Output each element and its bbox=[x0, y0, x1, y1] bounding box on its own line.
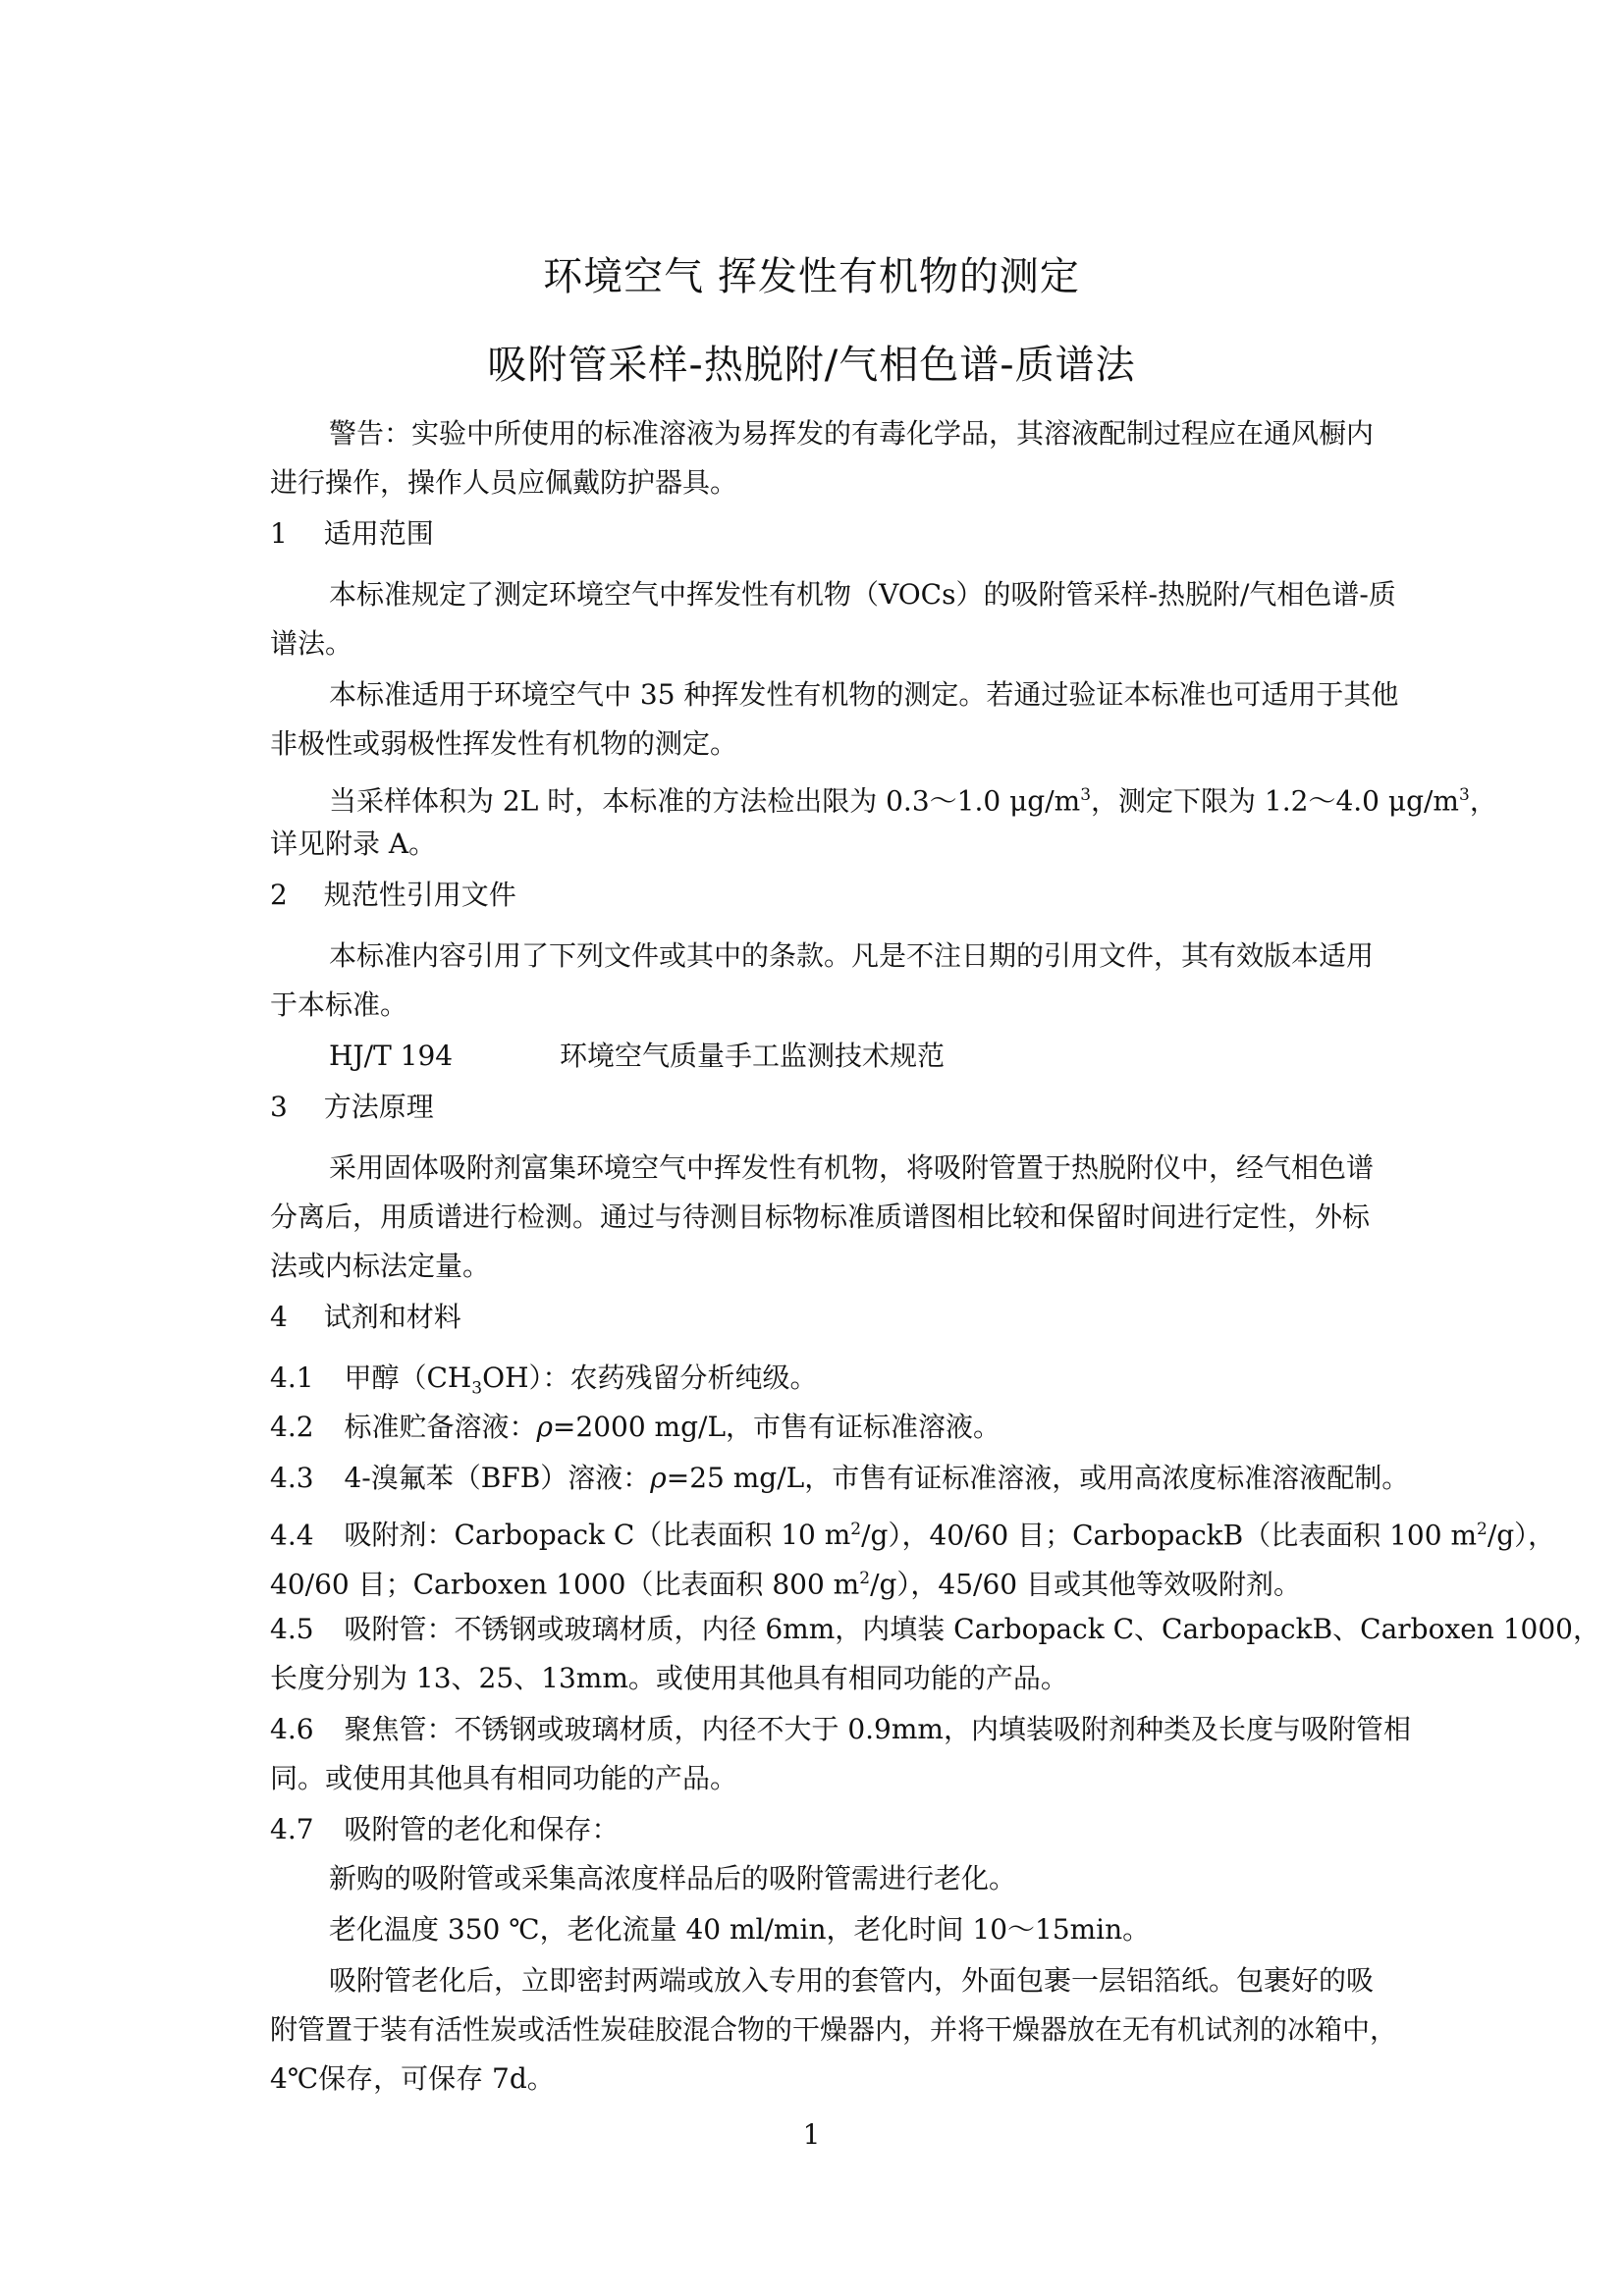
title-line-1: 环境空气 挥发性有机物的测定 bbox=[543, 254, 1080, 299]
section-4-title: 试剂和材料 bbox=[323, 1301, 461, 1333]
section-4-number: 4 bbox=[270, 1301, 288, 1333]
item-text: /g）， bbox=[1487, 1519, 1556, 1552]
warning-line-2: 进行操作，操作人员应佩戴防护器具。 bbox=[270, 466, 738, 499]
reference-code: HJ/T 194 bbox=[329, 1040, 454, 1072]
item-4-7-paragraph-1: 新购的吸附管或采集高浓度样品后的吸附管需进行老化。 bbox=[329, 1862, 1017, 1895]
item-number: 4.2 bbox=[270, 1411, 314, 1443]
section-1-p3-line-2: 详见附录 A。 bbox=[270, 828, 437, 860]
item-text: /g），45/60 目或其他等效吸附剂。 bbox=[870, 1568, 1302, 1601]
section-3-title: 方法原理 bbox=[323, 1091, 434, 1123]
section-1-p1-line-1: 本标准规定了测定环境空气中挥发性有机物（VOCs）的吸附管采样-热脱附/气相色谱-质 bbox=[329, 578, 1396, 611]
section-3-p1-line-2: 分离后，用质谱进行检测。通过与待测目标物标准质谱图相比较和保留时间进行定性，外标 bbox=[270, 1201, 1371, 1233]
item-4-4-line-2 bbox=[270, 1561, 1301, 1602]
item-4-4-line-1 bbox=[270, 1512, 1555, 1553]
section-4-heading bbox=[270, 1300, 461, 1335]
superscript-3: 3 bbox=[1458, 785, 1470, 805]
item-text: 聚焦管：不锈钢或玻璃材质，内径不大于 0.9mm，内填装吸附剂种类及长度与吸附管相 bbox=[344, 1713, 1411, 1745]
item-4-7-line-1 bbox=[270, 1812, 619, 1847]
item-text: OH）：农药残留分析纯级。 bbox=[482, 1362, 818, 1394]
section-3-p1-line-1: 采用固体吸附剂富集环境空气中挥发性有机物，将吸附管置于热脱附仪中，经气相色谱 bbox=[329, 1151, 1375, 1184]
item-text: 吸附剂：Carbopack C（比表面积 10 m bbox=[344, 1519, 851, 1552]
section-2-p1-line-2: 于本标准。 bbox=[270, 988, 408, 1021]
section-1-p1-line-2: 谱法。 bbox=[270, 627, 353, 660]
item-text: =2000 mg/L，市售有证标准溶液。 bbox=[552, 1411, 1001, 1443]
item-4-1 bbox=[270, 1361, 817, 1407]
detection-limit-text: 当采样体积为 2L 时，本标准的方法检出限为 0.3～1.0 μg/m bbox=[329, 784, 1081, 818]
reference-title: 环境空气质量手工监测技术规范 bbox=[560, 1040, 946, 1072]
section-1-p2-line-1: 本标准适用于环境空气中 35 种挥发性有机物的测定。若通过验证本标准也可适用于其他 bbox=[329, 678, 1399, 711]
section-3-number: 3 bbox=[270, 1091, 288, 1123]
section-1-p2-line-2: 非极性或弱极性挥发性有机物的测定。 bbox=[270, 727, 738, 760]
item-text: 标准贮备溶液： bbox=[344, 1411, 537, 1443]
item-text: 吸附管：不锈钢或玻璃材质，内径 6mm，内填装 Carbopack C、CarbopackB、Carboxen 1000， bbox=[344, 1613, 1600, 1645]
item-4-5-line-2: 长度分别为 13、25、13mm。或使用其他具有相同功能的产品。 bbox=[270, 1662, 1068, 1694]
section-1-heading bbox=[270, 516, 434, 552]
item-4-7-paragraph-3-line-1: 吸附管老化后，立即密封两端或放入专用的套管内，外面包裹一层铝箔纸。包裹好的吸 bbox=[329, 1964, 1375, 1997]
quantitation-limit-text: ，测定下限为 1.2～4.0 μg/m bbox=[1091, 784, 1459, 818]
item-text: 吸附管的老化和保存： bbox=[344, 1813, 620, 1845]
item-number: 4.1 bbox=[270, 1362, 314, 1394]
item-text: 甲醇（CH bbox=[344, 1362, 472, 1394]
title-line-2: 吸附管采样-热脱附/气相色谱-质谱法 bbox=[487, 343, 1136, 388]
item-text: 4-溴氟苯（BFB）溶液： bbox=[344, 1462, 651, 1494]
section-2-title: 规范性引用文件 bbox=[323, 879, 516, 911]
section-1-p3-line-1 bbox=[329, 777, 1497, 819]
item-text: /g），40/60 目；CarbopackB（比表面积 100 m bbox=[861, 1519, 1477, 1552]
superscript-3: 3 bbox=[1080, 785, 1092, 805]
warning-line-1: 警告：实验中所使用的标准溶液为易挥发的有毒化学品，其溶液配制过程应在通风橱内 bbox=[329, 417, 1375, 450]
superscript-2: 2 bbox=[850, 1520, 862, 1539]
item-number: 4.4 bbox=[270, 1519, 314, 1552]
superscript-2: 2 bbox=[859, 1569, 871, 1588]
section-1-title: 适用范围 bbox=[323, 517, 434, 550]
section-2-p1-line-1: 本标准内容引用了下列文件或其中的条款。凡是不注日期的引用文件，其有效版本适用 bbox=[329, 939, 1375, 972]
item-text: 40/60 目；Carboxen 1000（比表面积 800 m bbox=[270, 1568, 860, 1601]
section-2-number: 2 bbox=[270, 879, 288, 911]
item-4-3 bbox=[270, 1461, 1409, 1496]
rho-symbol: ρ bbox=[536, 1411, 553, 1443]
section-2-heading bbox=[270, 878, 516, 913]
section-3-p1-line-3: 法或内标法定量。 bbox=[270, 1250, 491, 1282]
section-1-number: 1 bbox=[270, 517, 288, 550]
superscript-2: 2 bbox=[1477, 1520, 1488, 1539]
subscript-3: 3 bbox=[471, 1378, 483, 1399]
rho-symbol: ρ bbox=[650, 1462, 667, 1494]
section-3-heading bbox=[270, 1090, 434, 1125]
item-4-7-paragraph-2: 老化温度 350 ℃，老化流量 40 ml/min，老化时间 10～15min。 bbox=[329, 1913, 1151, 1946]
page-number: 1 bbox=[802, 2118, 821, 2151]
comma-text: ， bbox=[1469, 784, 1497, 818]
item-number: 4.6 bbox=[270, 1713, 314, 1745]
item-number: 4.5 bbox=[270, 1613, 314, 1645]
item-4-2 bbox=[270, 1410, 1001, 1445]
item-number: 4.7 bbox=[270, 1813, 314, 1845]
item-4-7-paragraph-3-line-3: 4℃保存，可保存 7d。 bbox=[270, 2062, 555, 2095]
item-text: =25 mg/L，市售有证标准溶液，或用高浓度标准溶液配制。 bbox=[666, 1462, 1410, 1494]
item-4-7-paragraph-3-line-2: 附管置于装有活性炭或活性炭硅胶混合物的干燥器内，并将干燥器放在无有机试剂的冰箱中， bbox=[270, 2013, 1398, 2046]
item-4-6-line-1 bbox=[270, 1712, 1411, 1747]
item-number: 4.3 bbox=[270, 1462, 314, 1494]
item-4-6-line-2: 同。或使用其他具有相同功能的产品。 bbox=[270, 1762, 738, 1794]
item-4-5-line-1 bbox=[270, 1612, 1600, 1647]
